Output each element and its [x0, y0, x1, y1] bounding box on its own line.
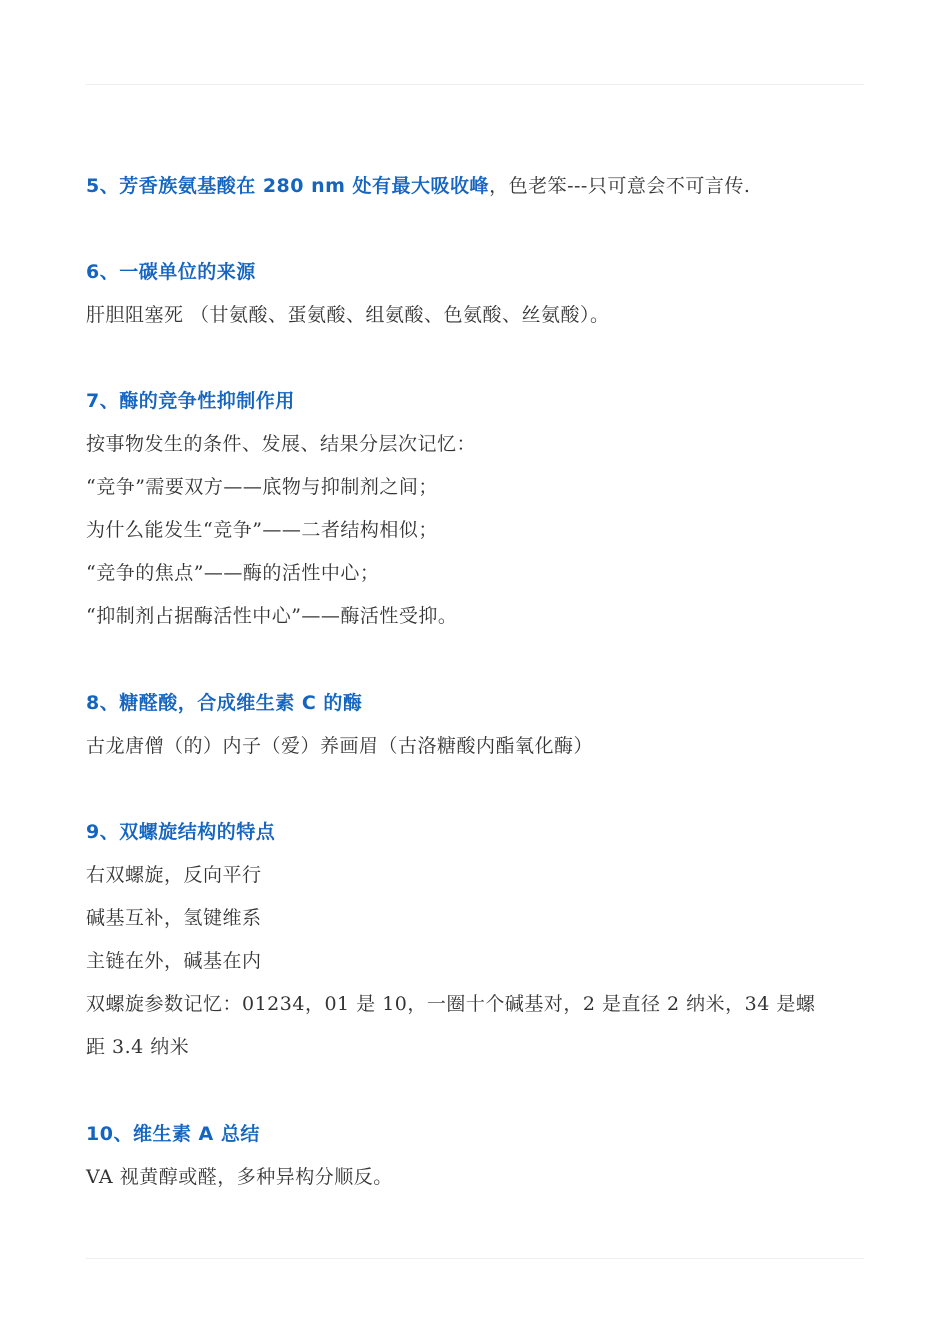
section-7-line-3: 为什么能发生“竞争”——二者结构相似； [86, 519, 438, 541]
section-9-line-2: 碱基互补，氢键维系 [86, 907, 262, 929]
section-5-line [86, 174, 866, 198]
section-5-heading: 5、芳香族氨基酸在 280 nm 处有最大吸收峰 [86, 175, 490, 197]
section-6-heading: 6、一碳单位的来源 [86, 261, 256, 283]
section-9-line-1: 右双螺旋，反向平行 [86, 864, 262, 886]
section-7-heading: 7、酶的竞争性抑制作用 [86, 390, 295, 412]
section-7-line-4: “竞争的焦点”——酶的活性中心； [86, 562, 380, 584]
section-10-line-1: VA 视黄醇或醛，多种异构分顺反。 [86, 1166, 393, 1188]
section-5-text: ，色老笨---只可意会不可言传. [489, 175, 751, 197]
section-7-line-1: 按事物发生的条件、发展、结果分层次记忆： [86, 433, 477, 455]
section-10-heading: 10、维生素 A 总结 [86, 1123, 260, 1145]
section-8-line-1: 古龙唐僧（的）内子（爱）养画眉（古洛糖酸内酯氧化酶） [86, 735, 594, 757]
section-7-line-2: “竞争”需要双方——底物与抑制剂之间； [86, 476, 438, 498]
section-9-line-3: 主链在外，碱基在内 [86, 950, 262, 972]
section-7-line-5: “抑制剂占据酶活性中心”——酶活性受抑。 [86, 605, 458, 627]
top-divider [86, 84, 864, 85]
section-8-heading: 8、糖醛酸，合成维生素 C 的酶 [86, 692, 363, 714]
section-9-line-5: 距 3.4 纳米 [86, 1036, 190, 1058]
section-6-line-1: 肝胆阻塞死 （甘氨酸、蛋氨酸、组氨酸、色氨酸、丝氨酸）。 [86, 304, 610, 326]
section-9-heading: 9、双螺旋结构的特点 [86, 821, 276, 843]
section-9-line-4: 双螺旋参数记忆：01234，01 是 10，一圈十个碱基对，2 是直径 2 纳米，34 是螺 [86, 993, 816, 1015]
bottom-divider [86, 1258, 864, 1259]
